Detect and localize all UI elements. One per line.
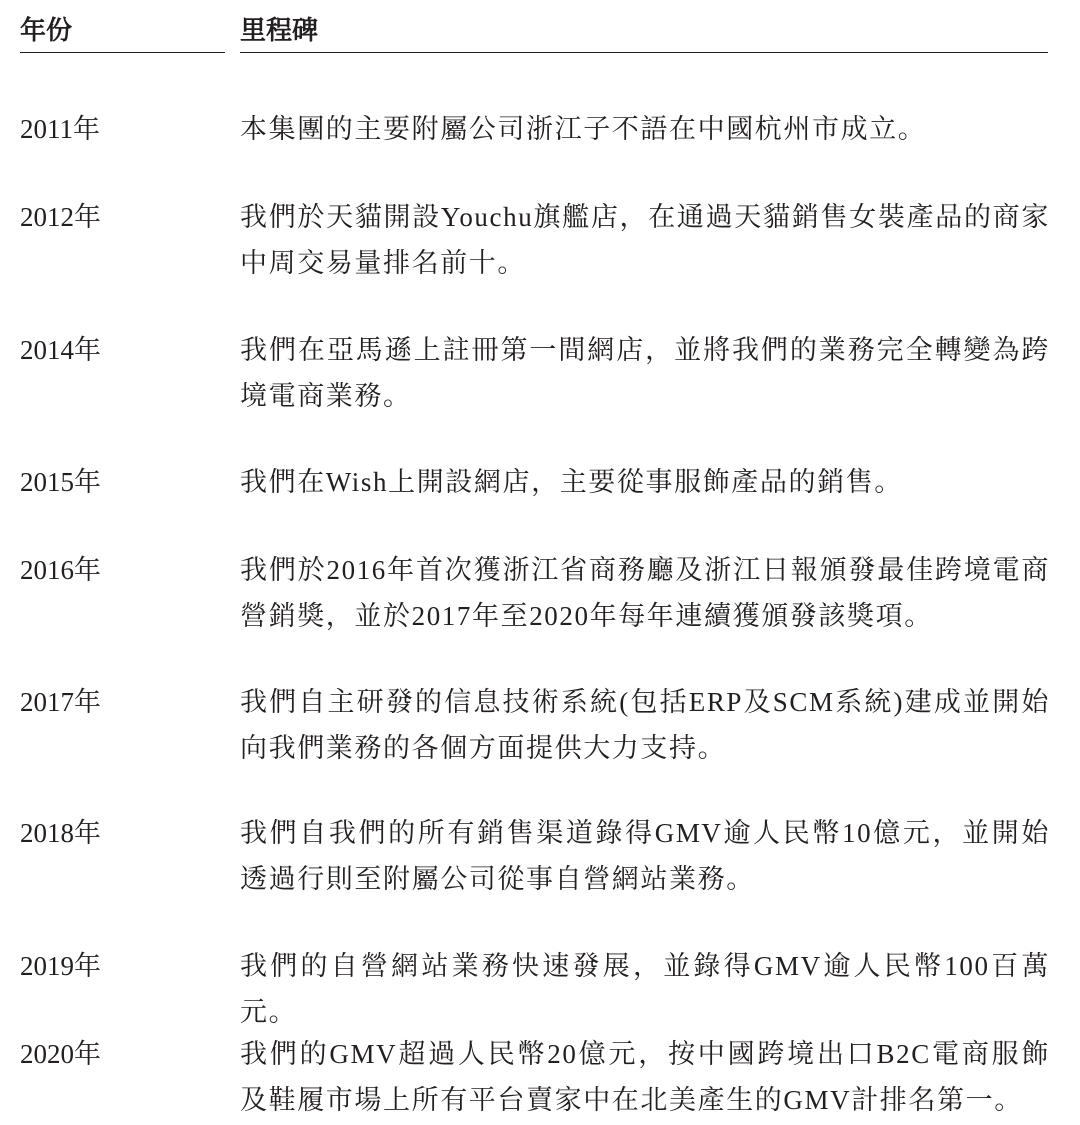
milestone-text: 我們於2016年首次獲浙江省商務廳及浙江日報頒發最佳跨境電商營銷獎，並於2017年至2020年每年連續獲頒發該獎項。 [240,555,1050,631]
milestone-year: 2015年 [20,467,101,497]
year-column-header: 年份 [20,14,225,53]
table-header [0,14,1080,56]
milestone-year: 2011年 [20,114,100,144]
milestone-year: 2019年 [20,951,101,981]
milestone-text: 我們的自營網站業務快速發展，並錄得GMV逾人民幣100百萬元。 [240,951,1050,1027]
milestone-text: 我們的GMV超過人民幣20億元，按中國跨境出口B2C電商服飾及鞋履市場上所有平台賣家中在北美產生的GMV計排名第一。 [240,1039,1050,1115]
milestone-text: 我們自我們的所有銷售渠道錄得GMV逾人民幣10億元，並開始透過行則至附屬公司從事自營網站業務。 [240,818,1050,894]
milestone-text: 我們於天貓開設Youchu旗艦店，在通過天貓銷售女裝產品的商家中周交易量排名前十。 [240,202,1050,278]
milestone-year: 2017年 [20,687,101,717]
milestone-text: 我們在亞馬遜上註冊第一間網店，並將我們的業務完全轉變為跨境電商業務。 [240,335,1050,411]
milestone-year: 2014年 [20,335,101,365]
milestone-text: 本集團的主要附屬公司浙江子不語在中國杭州市成立。 [240,114,927,144]
milestone-text: 我們在Wish上開設網店，主要從事服飾產品的銷售。 [240,467,903,497]
milestone-year: 2020年 [20,1039,101,1069]
milestone-column-header: 里程碑 [240,14,1048,53]
milestone-text: 我們自主研發的信息技術系統(包括ERP及SCM系統)建成並開始向我們業務的各個方面提供大力支持。 [240,687,1050,763]
milestone-year: 2016年 [20,555,101,585]
milestone-year: 2018年 [20,818,101,848]
milestone-year: 2012年 [20,202,101,232]
